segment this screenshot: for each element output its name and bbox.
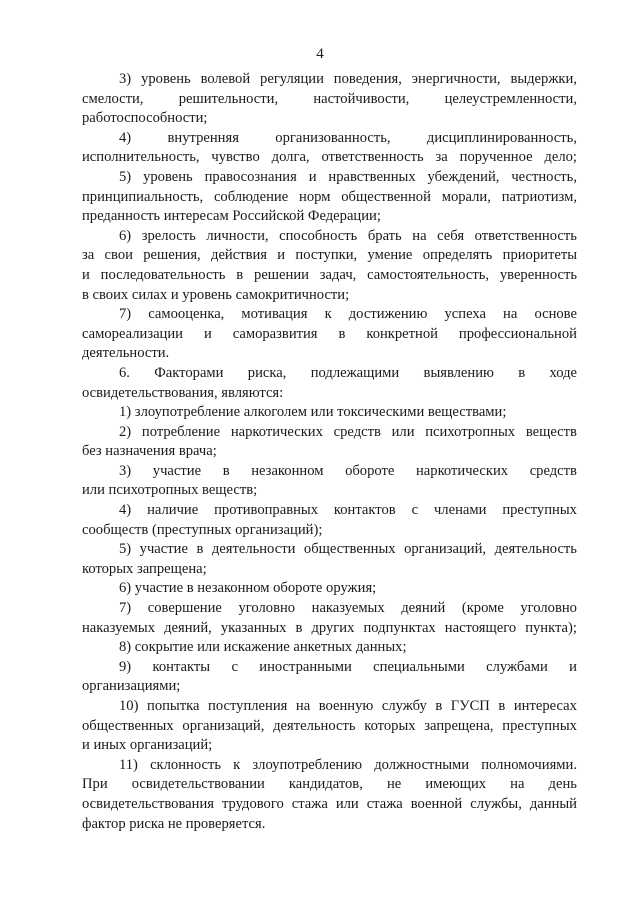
word: 6. [119, 364, 130, 381]
word: ответственность [474, 227, 577, 244]
word: брать [367, 227, 402, 244]
word: поступки, [295, 247, 358, 264]
word: противоправных [214, 502, 318, 519]
word: 3) [119, 462, 132, 479]
word: подлежащими [310, 364, 400, 381]
body-text [82, 70, 577, 834]
word: за [435, 149, 448, 166]
word: 4) [119, 129, 132, 146]
word: или [391, 423, 415, 440]
text-line [82, 462, 577, 482]
word: контактов [333, 502, 396, 519]
text-line: и иных организаций; [82, 737, 213, 754]
word: волевой [200, 71, 251, 87]
word: организованность, [275, 129, 391, 146]
word: ходе [549, 364, 577, 381]
word: с [231, 658, 238, 675]
text-line [82, 540, 577, 560]
word: патриотизм, [501, 188, 577, 205]
word: свои [104, 247, 133, 264]
word: психотропных [425, 423, 516, 440]
word: службы, [470, 795, 522, 812]
word: совершение [147, 600, 222, 617]
word: службами [486, 658, 548, 675]
word: 6) [119, 227, 132, 244]
text-line: деятельности. [82, 345, 170, 362]
word: склонность [150, 756, 222, 773]
word: участие [152, 462, 202, 479]
word: веществ [525, 423, 577, 440]
word: ответственность [321, 149, 424, 166]
word: данный [529, 795, 577, 812]
word: наркотических [415, 462, 509, 479]
word: действия [211, 247, 267, 264]
word: решительности, [178, 90, 279, 107]
text-line: организациями; [82, 678, 181, 695]
word: мотивация [241, 306, 308, 323]
word: основе [534, 306, 577, 323]
word: службу [381, 698, 427, 714]
word: 7) [119, 306, 132, 323]
word: кандидатов, [288, 776, 363, 793]
text-line: работоспособности; [82, 110, 208, 127]
word: на [503, 306, 518, 323]
word: в [338, 325, 346, 342]
text-line [82, 325, 577, 345]
word: день [548, 776, 577, 793]
word: настойчивости, [313, 90, 410, 107]
word: наркотических [230, 423, 323, 440]
word: в [222, 462, 230, 479]
word: 5) [119, 541, 132, 558]
word: способность [279, 227, 358, 244]
word: 9) [119, 658, 132, 675]
word: освидетельствования [82, 795, 214, 812]
text-line: 1) злоупотребление алкоголем или токсическими веществами; [119, 404, 507, 421]
word: средств [333, 423, 381, 440]
word: специальными [373, 658, 465, 675]
word: (кроме [461, 600, 504, 617]
text-line: сообществ (преступных организаций); [82, 521, 323, 538]
text-line [82, 775, 577, 795]
word: имеющих [425, 776, 487, 793]
word: самооценка, [148, 306, 225, 323]
text-line [82, 129, 577, 149]
word: общественных [303, 541, 396, 558]
text-line: без назначения врача; [82, 443, 217, 460]
word: ГУСП [450, 698, 490, 714]
word: общественной [341, 188, 431, 205]
word: порученное [459, 149, 533, 166]
word: военную [318, 698, 374, 714]
text-line: преданность интересам Российской Федерации; [82, 208, 381, 225]
word: внутренняя [167, 129, 239, 146]
word: риска, [247, 364, 287, 381]
word: решения, [143, 247, 201, 264]
page-number: 4 [316, 46, 324, 62]
text-line [82, 619, 577, 639]
word: задач, [319, 266, 357, 283]
word: правосознания [204, 168, 297, 185]
word: чувство [211, 149, 260, 166]
word: в [236, 266, 244, 283]
word: общественных [82, 717, 174, 734]
text-line: 6) участие в незаконном обороте оружия; [119, 580, 377, 597]
word: в [518, 364, 526, 381]
text-line [82, 717, 577, 737]
text-line: в своих силах и уровень самокритичности; [82, 286, 350, 303]
word: которых [364, 717, 416, 734]
word: приоритеты [502, 247, 577, 264]
word: деятельность [494, 541, 577, 558]
word: организаций, [404, 541, 487, 558]
text-line [82, 305, 577, 325]
word: себя [437, 227, 465, 244]
word: деятельности [211, 541, 296, 558]
word: злоупотреблению [252, 756, 363, 773]
word: 2) [119, 423, 132, 440]
text-line: или психотропных веществ; [82, 482, 258, 499]
word: поступления [208, 698, 288, 714]
word: смелости, [82, 90, 144, 107]
text-line: фактор риска не проверяется. [82, 815, 266, 832]
word: уровень [141, 71, 191, 87]
word: норм [299, 188, 331, 205]
word: других [311, 619, 355, 636]
word: стажа [291, 795, 328, 812]
word: наказуемых [311, 600, 385, 617]
word: уровень [143, 168, 193, 185]
word: и [308, 168, 317, 185]
word: средств [529, 462, 577, 479]
word: не [386, 776, 402, 793]
word: саморазвития [232, 325, 318, 342]
text-line [82, 364, 577, 384]
word: выявлению [423, 364, 494, 381]
word: соблюдение [213, 188, 289, 205]
word: преступных [502, 717, 577, 734]
word: попытка [147, 698, 200, 714]
word: подпунктах [363, 619, 436, 636]
word: целеустремленности, [444, 90, 577, 107]
word: наличие [147, 502, 199, 519]
word: настоящего [444, 619, 517, 636]
text-line [82, 168, 577, 188]
text-line [82, 148, 577, 168]
text-line [82, 599, 577, 619]
word: принципиальность, [82, 188, 204, 205]
word: и [203, 325, 212, 342]
text-line [82, 90, 577, 110]
word: преступных [502, 502, 577, 519]
word: нравственных [328, 168, 416, 185]
word: 10) [119, 698, 139, 714]
word: в [498, 698, 506, 714]
word: контакты [152, 658, 211, 675]
word: иностранными [259, 658, 352, 675]
word: убеждений, [427, 168, 500, 185]
word: организаций, [182, 717, 265, 734]
word: потребление [141, 423, 221, 440]
word: деяний, [164, 619, 212, 636]
text-line [82, 246, 577, 266]
word: уголовно [520, 600, 577, 617]
word: незаконном [251, 462, 324, 479]
word: последовательность [100, 266, 226, 283]
word: к [233, 756, 241, 773]
word: дисциплинированность, [426, 129, 577, 146]
text-line [82, 658, 577, 678]
text-line [82, 423, 577, 443]
text-line [82, 795, 577, 815]
word: интересах [513, 698, 577, 714]
text-line: 8) сокрытие или искажение анкетных данных; [119, 639, 407, 656]
word: на [510, 776, 525, 793]
word: или [335, 795, 359, 812]
word: 4) [119, 502, 132, 519]
word: в [196, 541, 204, 558]
word: трудового [221, 795, 284, 812]
word: обороте [345, 462, 395, 479]
word: военной [410, 795, 463, 812]
word: профессиональной [458, 325, 577, 342]
word: достижению [348, 306, 428, 323]
word: исполнительность, [82, 149, 200, 166]
word: самостоятельность, [367, 266, 490, 283]
word: 7) [119, 600, 132, 617]
word: членами [433, 502, 487, 519]
word: наказуемых [82, 619, 156, 636]
word: на [412, 227, 427, 244]
word: с [411, 502, 419, 519]
word: стажа [366, 795, 403, 812]
word: морали, [441, 188, 491, 205]
text-line [82, 266, 577, 286]
word: конкретной [366, 325, 438, 342]
word: и [569, 658, 577, 675]
word: уголовно [238, 600, 296, 617]
word: уверенность [499, 266, 577, 283]
word: решении [254, 266, 309, 283]
word: поведения, [333, 71, 402, 87]
word: деятельность [273, 717, 356, 734]
word: Факторами [154, 364, 224, 381]
word: участие [139, 541, 188, 558]
word: самореализации [82, 325, 183, 342]
word: 11) [119, 756, 138, 773]
text-line [82, 70, 577, 90]
word: долга, [271, 149, 310, 166]
word: выдержки, [510, 71, 577, 87]
word: зрелость [141, 227, 196, 244]
word: указанных [220, 619, 287, 636]
text-line: освидетельствования, являются: [82, 384, 284, 401]
word: личности, [206, 227, 269, 244]
word: 3) [119, 71, 132, 87]
word: 5) [119, 168, 132, 185]
text-line [82, 501, 577, 521]
word: определять [422, 247, 493, 264]
word: энергичности, [411, 71, 501, 87]
word: запрещена, [424, 717, 494, 734]
word: регуляции [260, 71, 324, 87]
word: деяний [401, 600, 446, 617]
word: При [82, 776, 108, 793]
word: и [82, 266, 90, 283]
word: честность, [511, 168, 577, 185]
word: на [295, 698, 311, 714]
text-line [82, 756, 577, 776]
word: пункта); [525, 619, 577, 636]
word: к [324, 306, 332, 323]
word: в [435, 698, 443, 714]
text-line [82, 188, 577, 208]
text-line: которых запрещена; [82, 560, 207, 577]
word: должностными [374, 756, 470, 773]
word: успеха [444, 306, 486, 323]
word: освидетельствовании [131, 776, 265, 793]
text-line [82, 697, 577, 717]
text-line [82, 227, 577, 247]
word: умение [367, 247, 413, 264]
word: дело; [544, 149, 577, 166]
word: в [295, 619, 303, 636]
word: за [82, 247, 95, 264]
word: и [277, 247, 286, 264]
word: полномочиями. [481, 756, 577, 773]
